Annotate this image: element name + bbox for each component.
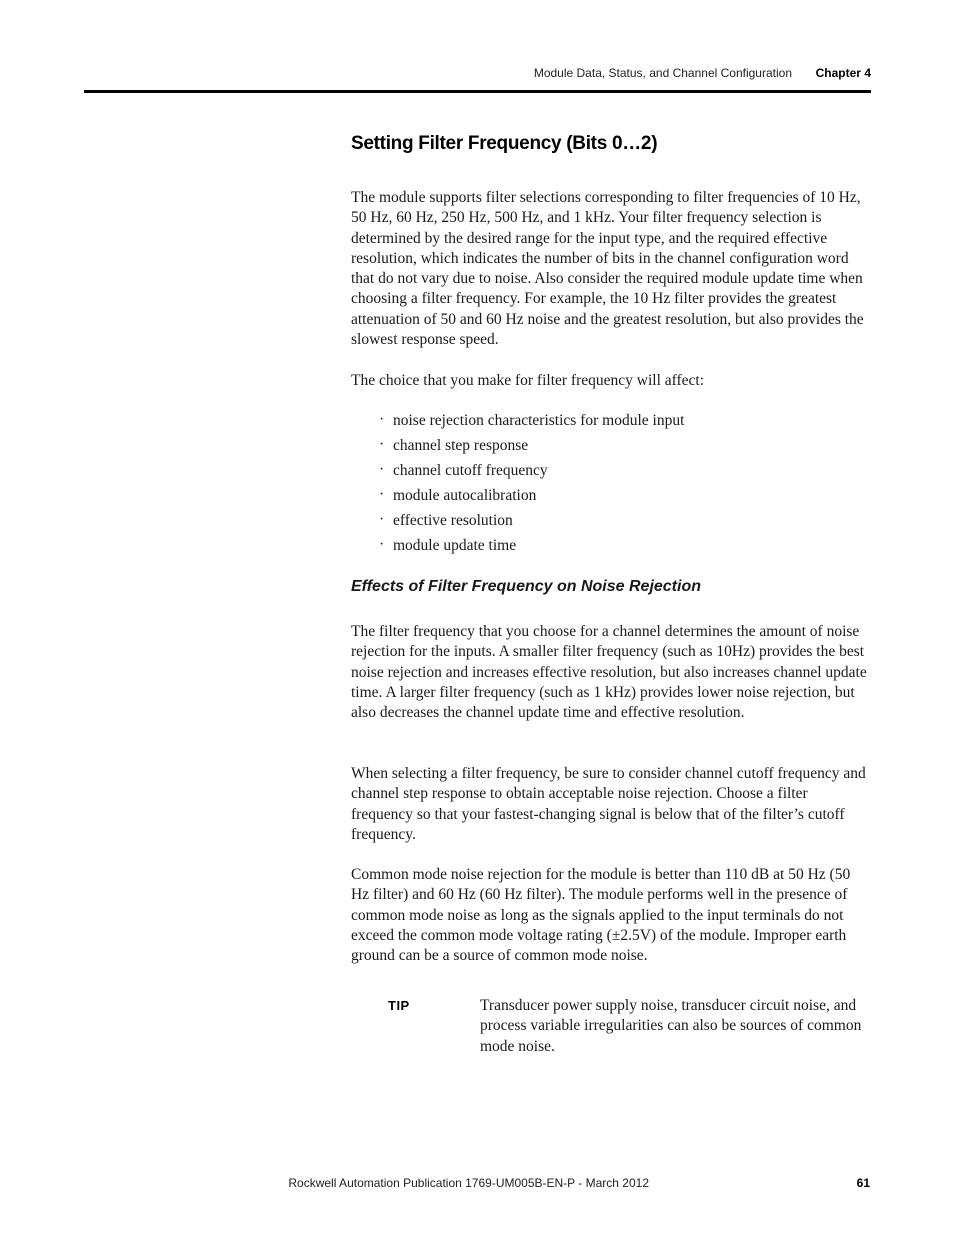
- tip-text: Transducer power supply noise, transducer circuit noise, and process variable irregularities can also be sources of common mode noise.: [480, 997, 862, 1055]
- bullet-icon: ·: [379, 536, 385, 553]
- list-item: [379, 486, 684, 511]
- tip-label: TIP: [388, 998, 410, 1013]
- header-section-title: Module Data, Status, and Channel Configuration: [533, 66, 792, 80]
- list-item: [379, 411, 684, 436]
- list-item: [379, 536, 684, 561]
- list-item-text: module autocalibration: [393, 487, 537, 504]
- page-title: Setting Filter Frequency (Bits 0…2): [351, 133, 658, 154]
- header-chapter-label: Chapter 4: [815, 66, 871, 80]
- paragraph-effects: The filter frequency that you choose for a channel determines the amount of noise rejection for the inputs. A smaller filter frequency (such as 10Hz) provides the best noise rejection and increases effective resolution, but also increases channel update time. A larger filter frequency (such as 1 kHz) provides lower noise rejection, but also decreases the channel update time and effective resolution.: [351, 623, 867, 722]
- list-item-text: channel cutoff frequency: [393, 462, 548, 479]
- bullet-icon: ·: [379, 511, 385, 528]
- paragraph-choice: The choice that you make for filter frequency will affect:: [351, 372, 705, 389]
- list-item-text: channel step response: [393, 437, 529, 454]
- list-item-text: effective resolution: [393, 512, 513, 529]
- bullet-icon: ·: [379, 486, 385, 503]
- list-item: [379, 436, 684, 461]
- bullet-icon: ·: [379, 461, 385, 478]
- footer-publication: Rockwell Automation Publication 1769-UM005B-EN-P - March 2012: [288, 1176, 649, 1190]
- paragraph-intro: The module supports filter selections corresponding to filter frequencies of 10 Hz, 50 Hz, 60 Hz, 250 Hz, 500 Hz, and 1 kHz. Your filter frequency selection is determined by the desired range for the input type, and the required effective resolution, which indicates the number of bits in the channel configuration word that do not vary due to noise. Also consider the required module update time when choosing a filter frequency. For example, the 10 Hz filter provides the greatest attenuation of 50 and 60 Hz noise and the greatest resolution, but also provides the slowest response speed.: [351, 189, 864, 349]
- paragraph-selecting: When selecting a filter frequency, be sure to consider channel cutoff frequency and channel step response to obtain acceptable noise rejection. Choose a filter frequency so that your fastest-changing signal is below that of the filter’s cutoff frequency.: [351, 765, 866, 843]
- bullet-icon: ·: [379, 436, 385, 453]
- section-subheading: Effects of Filter Frequency on Noise Rejection: [351, 578, 701, 595]
- list-item: [379, 511, 684, 536]
- list-item-text: module update time: [393, 537, 517, 554]
- bullet-icon: ·: [379, 411, 385, 428]
- list-item: [379, 461, 684, 486]
- affect-list: [379, 411, 684, 561]
- page-header: [84, 62, 871, 93]
- list-item-text: noise rejection characteristics for module input: [393, 412, 685, 429]
- paragraph-common-mode: Common mode noise rejection for the module is better than 110 dB at 50 Hz (50 Hz filter) and 60 Hz (60 Hz filter). The module performs well in the presence of common mode noise as long as the signals applied to the input terminals do not exceed the common mode voltage rating (±2.5V) of the module. Improper earth ground can be a source of common mode noise.: [351, 866, 851, 965]
- page-number: 61: [856, 1176, 870, 1190]
